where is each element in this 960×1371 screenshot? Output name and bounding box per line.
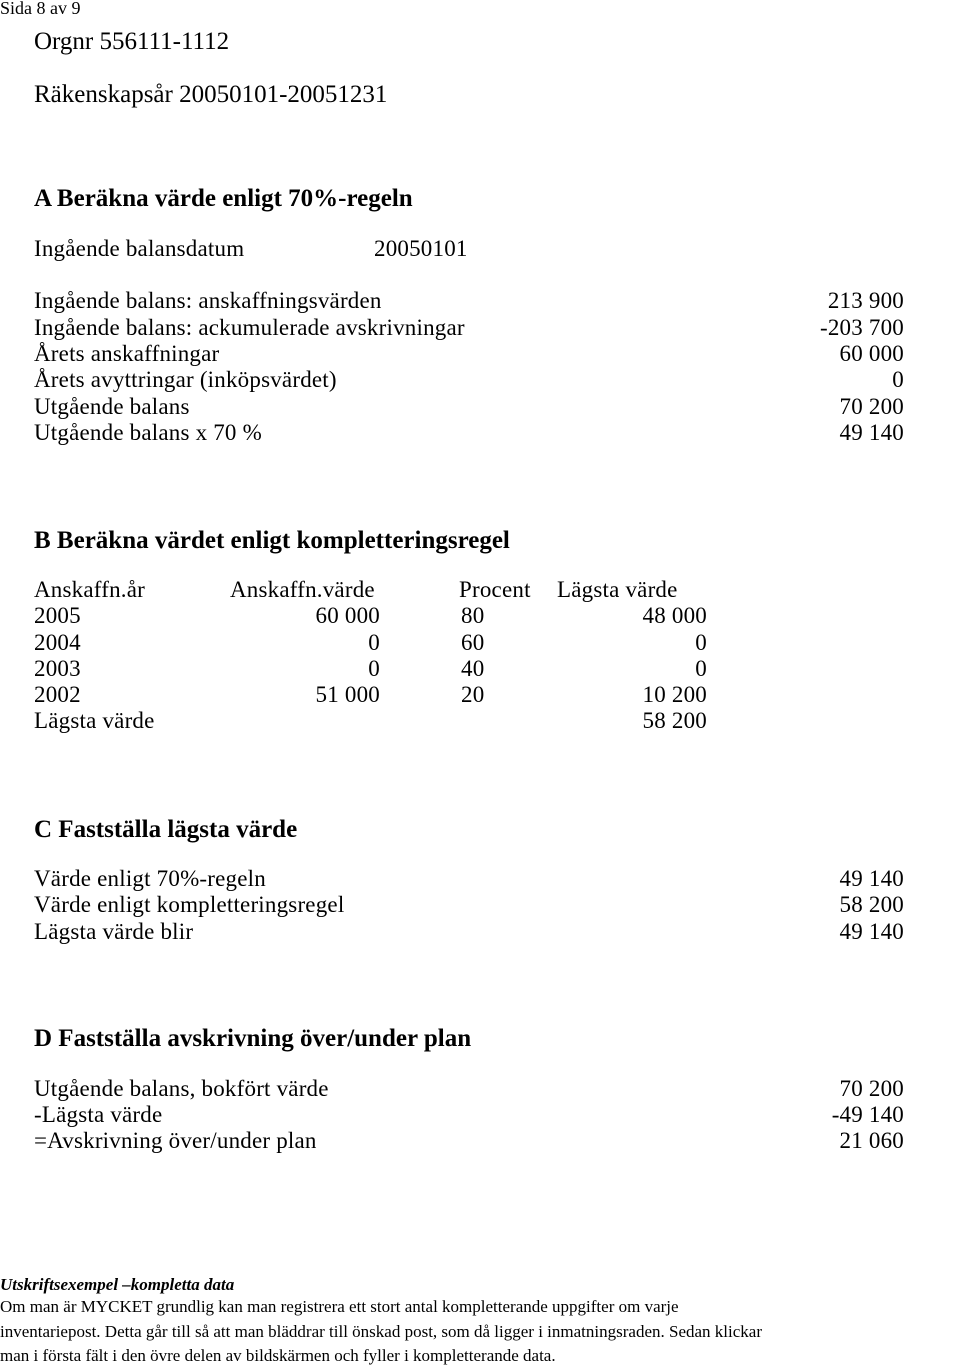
column-header: Anskaffn.år	[34, 577, 145, 602]
row-label: Lägsta värde blir	[34, 919, 194, 944]
row-label: Utgående balans x 70 %	[34, 420, 262, 445]
section-a-title: A Beräkna värde enligt 70%-regeln	[34, 185, 413, 212]
row-label: Värde enligt kompletteringsregel	[34, 892, 345, 917]
table-cell: 80	[461, 603, 485, 628]
section-b-title: B Beräkna värdet enligt kompletteringsregel	[34, 527, 510, 554]
footer-line: Om man är MYCKET grundlig kan man registrera ett stort antal kompletterande uppgifter om varje	[0, 1297, 679, 1316]
row-value: -49 140	[831, 1102, 904, 1127]
table-cell: 51 000	[315, 682, 380, 707]
row-value: 60 000	[839, 341, 904, 366]
row-value: 0	[892, 367, 904, 392]
opening-date-label: Ingående balansdatum	[34, 236, 245, 261]
table-cell: 10 200	[642, 682, 707, 707]
table-cell: 0	[368, 656, 380, 681]
footer-line: inventariepost. Detta går till så att man bläddrar till önskad post, som då ligger i inmatningsraden. Sedan klickar	[0, 1322, 762, 1341]
table-cell: 40	[461, 656, 485, 681]
row-label: Utgående balans	[34, 394, 190, 419]
row-label: Årets anskaffningar	[34, 341, 220, 366]
row-value: 70 200	[839, 394, 904, 419]
row-value: 70 200	[839, 1076, 904, 1101]
row-value: 49 140	[839, 919, 904, 944]
row-label: Årets avyttringar (inköpsvärdet)	[34, 367, 337, 392]
section-d-title: D Fastställa avskrivning över/under plan	[34, 1025, 472, 1052]
row-value: 49 140	[839, 420, 904, 445]
table-cell: 20	[461, 682, 485, 707]
table-cell: 60 000	[315, 603, 380, 628]
footer-title: Utskriftsexempel –kompletta data	[0, 1275, 235, 1294]
fiscal-year: Räkenskapsår 20050101-20051231	[34, 81, 388, 108]
row-label: Värde enligt 70%-regeln	[34, 866, 266, 891]
table-cell: 2003	[34, 656, 81, 681]
table-cell: 48 000	[642, 603, 707, 628]
total-label: Lägsta värde	[34, 708, 155, 733]
table-cell: 2004	[34, 630, 81, 655]
column-header: Procent	[459, 577, 531, 602]
row-label: Ingående balans: ackumulerade avskrivningar	[34, 315, 465, 340]
page-number: Sida 8 av 9	[0, 0, 81, 18]
table-cell: 60	[461, 630, 485, 655]
row-value: 58 200	[839, 892, 904, 917]
row-value: 49 140	[839, 866, 904, 891]
total-value: 58 200	[642, 708, 707, 733]
section-c-title: C Fastställa lägsta värde	[34, 816, 298, 843]
column-header: Lägsta värde	[557, 577, 678, 602]
row-value: 213 900	[827, 288, 904, 313]
row-value: 21 060	[839, 1128, 904, 1153]
row-value: -203 700	[819, 315, 904, 340]
orgnr: Orgnr 556111-1112	[34, 28, 230, 55]
column-header: Anskaffn.värde	[230, 577, 375, 602]
table-cell: 0	[695, 656, 707, 681]
row-label: Ingående balans: anskaffningsvärden	[34, 288, 382, 313]
row-label: Utgående balans, bokfört värde	[34, 1076, 329, 1101]
table-cell: 2005	[34, 603, 81, 628]
table-cell: 0	[368, 630, 380, 655]
footer-line: man i första fält i den övre delen av bildskärmen och fyller i kompletterande data.	[0, 1346, 556, 1365]
table-cell: 2002	[34, 682, 81, 707]
row-label: -Lägsta värde	[34, 1102, 163, 1127]
table-cell: 0	[695, 630, 707, 655]
opening-date-value: 20050101	[374, 236, 468, 261]
row-label: =Avskrivning över/under plan	[34, 1128, 317, 1153]
